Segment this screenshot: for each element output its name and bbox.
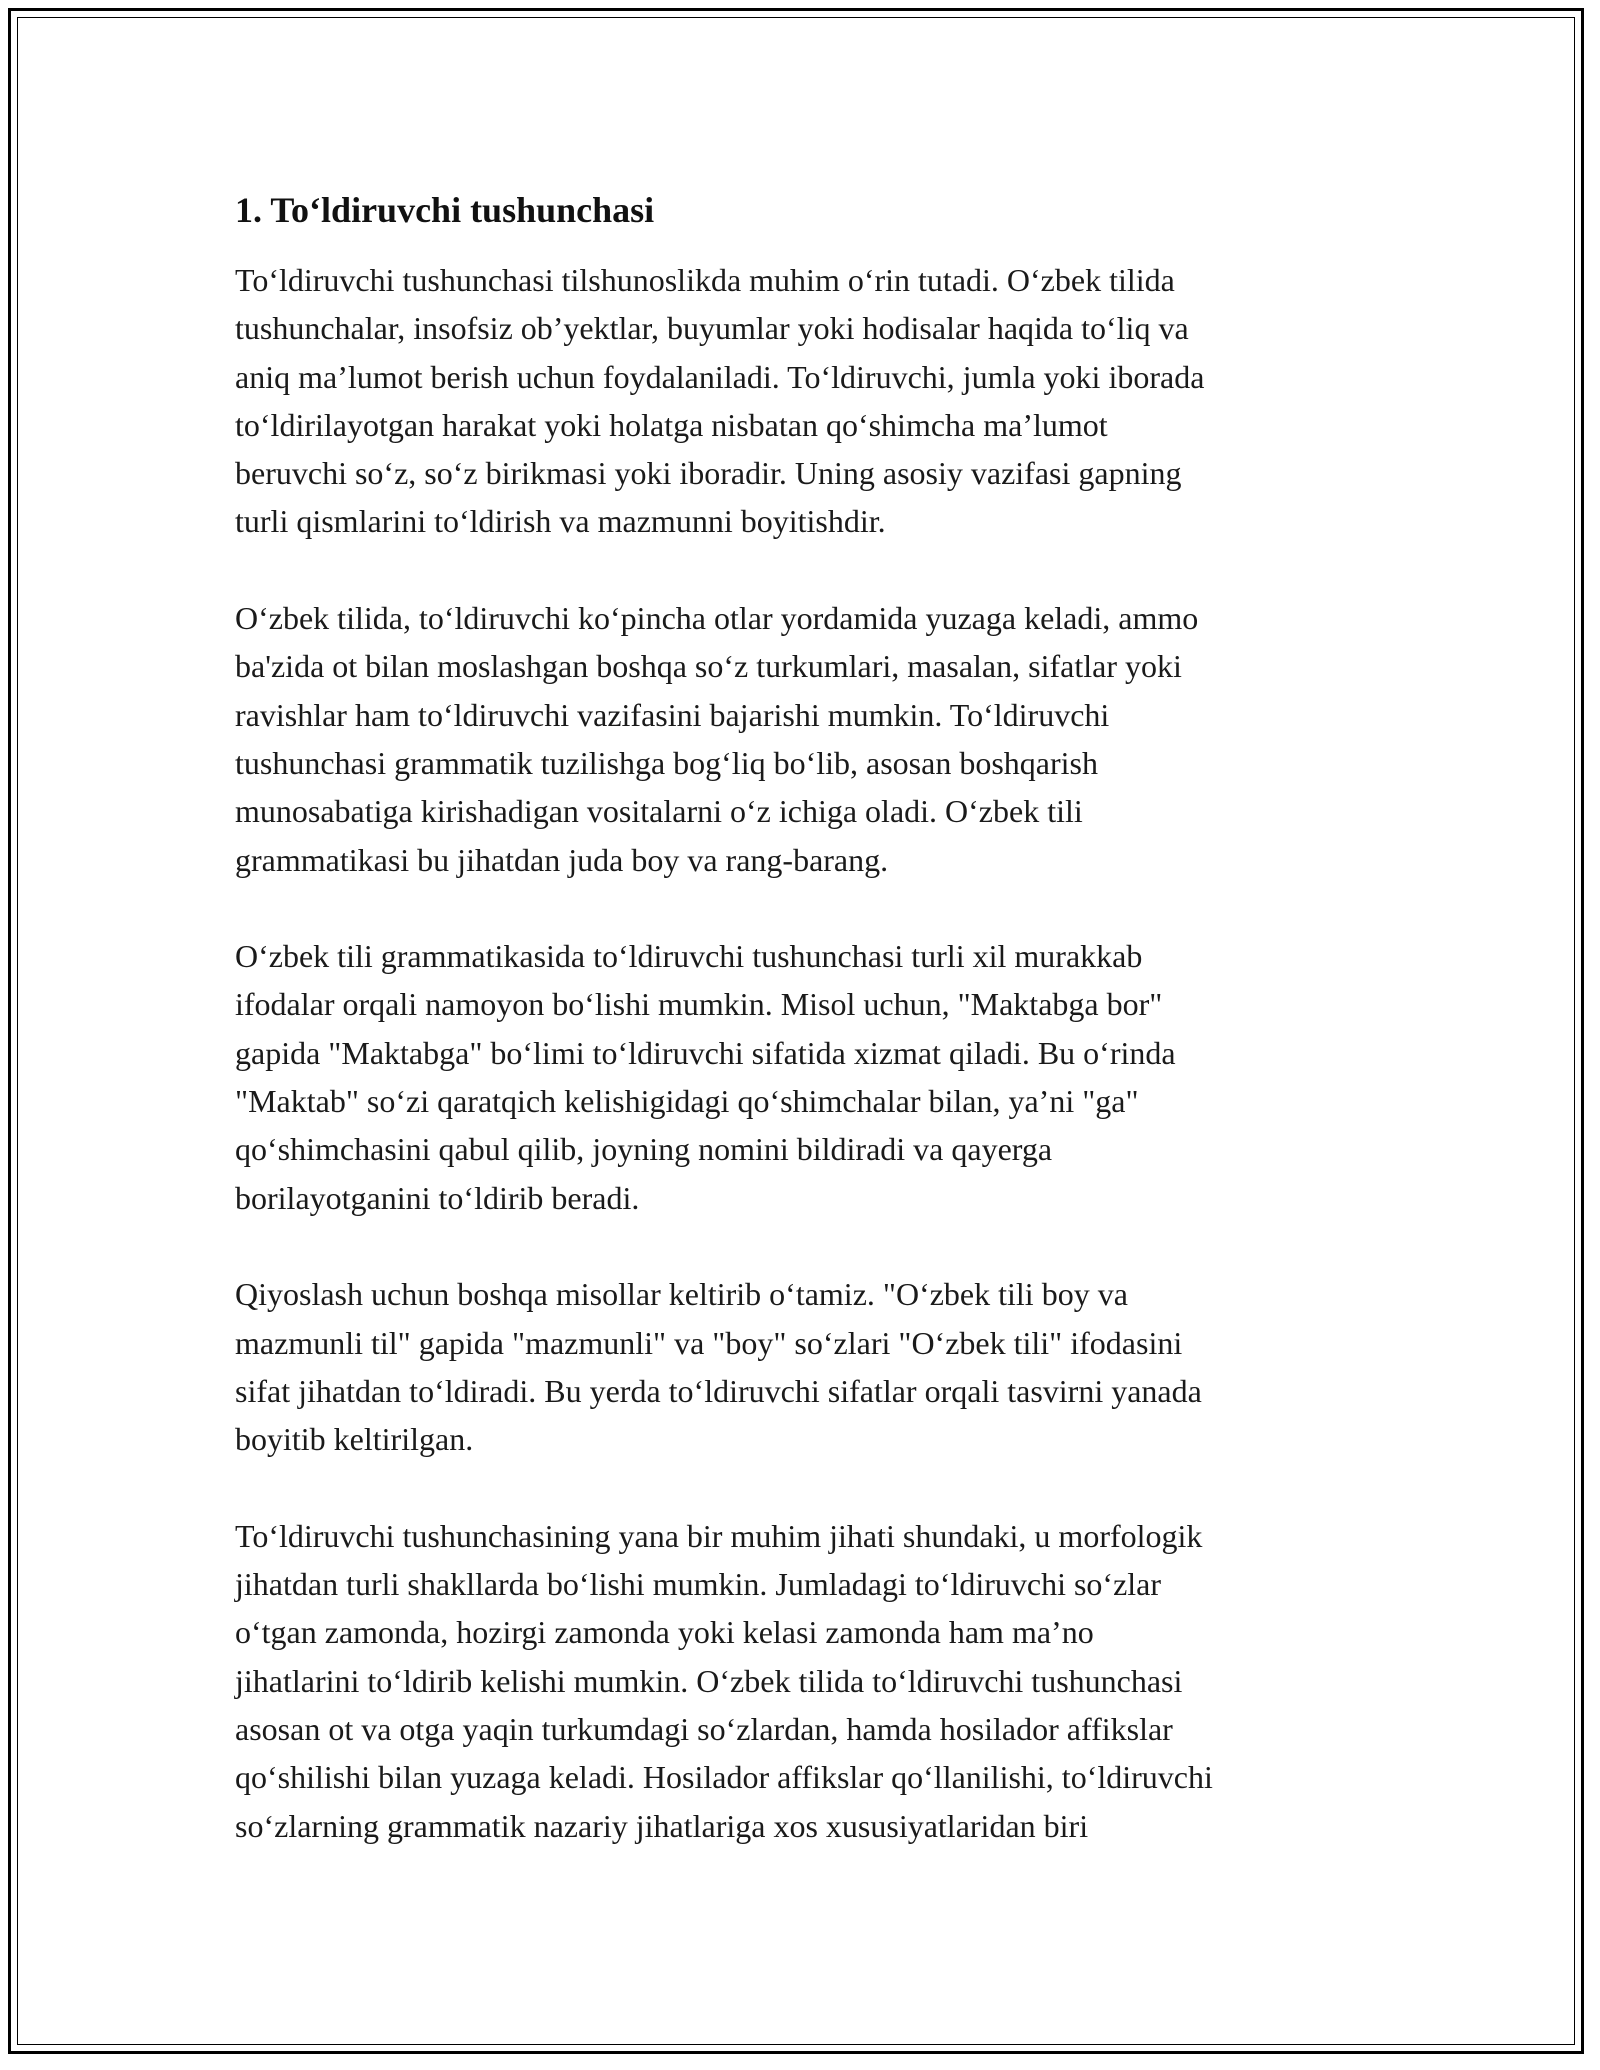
paragraph-4: Qiyoslash uchun boshqa misollar keltirib o‘tamiz. "O‘zbek tili boy va mazmunli til" gapida "mazmunli" va "boy" so‘zlari "O‘zbek tili" ifodasini sifat jihatdan to‘ldiradi. Bu yerda to‘ldiruvchi sifatlar orqali tasvirni yanada boyitib keltirilgan. [235,1276,1202,1458]
paragraph-5: To‘ldiruvchi tushunchasining yana bir muhim jihati shundaki, u morfologik jihatdan turli shakllarda bo‘lishi mumkin. Jumladagi to‘ldiruvchi so‘zlar o‘tgan zamonda, hozirgi zamonda yoki kelasi zamonda ham ma’no jihatlarini to‘ldirib kelishi mumkin. O‘zbek tilida to‘ldiruvchi tushunchasi asosan ot va otga yaqin turkumdagi so‘zlardan, hamda hosilador affikslar qo‘shilishi bilan yuzaga keladi. Hosilador affikslar qo‘llanilishi, to‘ldiruvchi so‘zlarning grammatik nazariy jihatlariga xos xususiyatlaridan biri [235,1517,1213,1844]
paragraph-3: O‘zbek tili grammatikasida to‘ldiruvchi tushunchasi turli xil murakkab ifodalar orqali namoyon bo‘lishi mumkin. Misol uchun, "Maktabga bor" gapida "Maktabga" bo‘limi to‘ldiruvchi sifatida xizmat qiladi. Bu o‘rinda "Maktab" so‘zi qaratqich kelishigidagi qo‘shimchalar bilan, ya’ni "ga" qo‘shimchasini qabul qilib, joyning nomini bildiradi va qayerga borilayotganini to‘ldirib beradi. [235,938,1176,1216]
section-heading: 1. To‘ldiruvchi tushunchasi [235,190,655,230]
paragraph-2: O‘zbek tilida, to‘ldiruvchi ko‘pincha otlar yordamida yuzaga keladi, ammo ba'zida ot bilan moslashgan boshqa so‘z turkumlari, masalan, sifatlar yoki ravishlar ham to‘ldiruvchi vazifasini bajarishi mumkin. To‘ldiruvchi tushunchasi grammatik tuzilishga bog‘liq bo‘lib, asosan boshqarish munosabatiga kirishadigan vositalarni o‘z ichiga oladi. O‘zbek tili grammatikasi bu jihatdan juda boy va rang-barang. [235,600,1199,878]
paragraph-1: To‘ldiruvchi tushunchasi tilshunoslikda muhim o‘rin tutadi. O‘zbek tilida tushunchalar, insofsiz ob’yektlar, buyumlar yoki hodisalar haqida to‘liq va aniq ma’lumot berish uchun foydalaniladi. To‘ldiruvchi, jumla yoki iborada to‘ldirilayotgan harakat yoki holatga nisbatan qo‘shimcha ma’lumot beruvchi so‘z, so‘z birikmasi yoki iboradir. Uning asosiy vazifasi gapning turli qismlarini to‘ldirish va mazmunni boyitishdir. [235,262,1205,540]
document-body [235,186,1370,1850]
